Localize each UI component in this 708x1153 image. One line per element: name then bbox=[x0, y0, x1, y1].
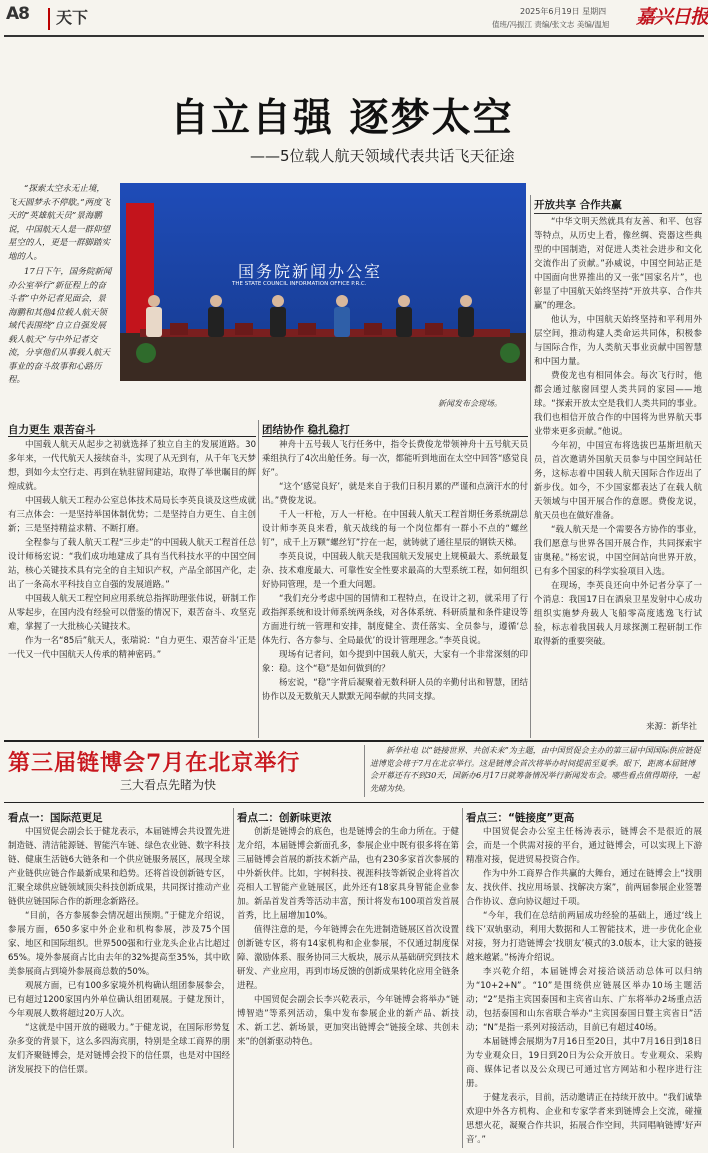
section-rule bbox=[8, 436, 256, 437]
column-divider bbox=[258, 420, 259, 738]
column-divider bbox=[530, 195, 531, 738]
second-lead bbox=[370, 745, 702, 795]
section-rule bbox=[262, 436, 528, 437]
second-headline: 第三届链博会7月在北京举行 bbox=[8, 750, 301, 776]
lead-text: 17日下午，国务院新闻办公室举行“新征程上的奋斗者”中外记者见面会，景海鹏和其他4位载人航天领域代表围绕“自立自强发展载人航天”与中外记者交流，分享他们从事载人航天事业的奋斗故事和心路历程。 bbox=[8, 267, 112, 385]
story-divider bbox=[4, 740, 704, 742]
section-rule bbox=[534, 213, 702, 214]
paragraph: 中国贸促会副会长于健龙表示，本届链博会共设置先进制造链、清洁能源链、智能汽车链、绿色农业链、数字科技链、健康生活链6大链条和一个供应链服务展区，展现全球产业链供应链合作最新成果和趋势。还将首设创新链专区，汇聚全球供应链领域顶尖科技创新成果，共同探讨推动产业链供应链国际合作的新理念新路径。 bbox=[8, 827, 230, 907]
paragraph: “中华文明天然就具有友善、和平、包容等特点，从历史上看，像丝绸、瓷器这些典型的中国制造，对促进人类社会进步和文化交流作出了贡献。”孙威说，中国空间站正是中国面向世界推出的又一张“国家名片”，也彰显了中国航天始终坚持“开放共享、合作共赢”的理念。 bbox=[534, 217, 702, 311]
publication-date: 2025年6月19日 星期四 bbox=[520, 7, 607, 16]
story-rule bbox=[4, 802, 704, 803]
paragraph: 在现场，李英良还向中外记者分享了一个消息：我国17日在酒泉卫星发射中心成功组织实施梦舟载人飞船零高度逃逸飞行试验，标志着我国载人月球探测工程研制工作取得新的重要突破。 bbox=[534, 581, 702, 647]
paragraph: “这个‘感觉良好’，就是来自于我们日积月累的严谨和点滴汗水的付出。”费俊龙说。 bbox=[262, 482, 528, 506]
paragraph: 中国载人航天从起步之初就选择了独立自主的发展道路。30多年来，一代代航天人接续奋斗，实现了从无到有，从千年飞天梦想，到如今太空行走、再到在轨驻留间建站，取得了举世瞩目的辉煌成就。 bbox=[8, 440, 256, 492]
lead-divider bbox=[364, 745, 365, 797]
header-rule bbox=[4, 35, 704, 37]
paragraph: 千人一杆枪，万人一杆枪。在中国载人航天工程首期任务系统副总设计师李英良来看，航天战线的每一个岗位都有一群小不点的“螺丝钉”，成千上万颗“螺丝钉”拧在一起，就铸就了通往星辰的钢铁天梯。 bbox=[262, 510, 528, 548]
paragraph: “今年，我们在总结前两届成功经验的基础上，通过‘线上线下’双轨驱动，利用大数据和人工智能技术，进一步优化企业对接，努力打造链博会‘找朋友’模式的3.0版本，让大家的链接越来越紧。”杨涛介绍说。 bbox=[466, 911, 702, 963]
section-heading: 团结协作 稳扎稳打 bbox=[262, 424, 350, 436]
newspaper-logo: 嘉兴日报 bbox=[636, 6, 708, 28]
paragraph: 李兴乾介绍，本届链博会对接洽谈活动总体可以归纳为“10+2+N”。“10”是围绕供应链展区举办10场主题活动；“2”是指主宾国泰国和主宾省山东、广东将举办2场重点活动，包括泰国和山东省联合举办“主宾国泰国日暨主宾省日”活动；“N”是指一系列对接活动，目前已有超过40场。 bbox=[466, 967, 702, 1033]
section-body bbox=[237, 825, 459, 1147]
section-body bbox=[8, 825, 230, 1147]
photo-caption: 新闻发布会现场。 bbox=[438, 399, 502, 408]
backdrop-title: 国务院新闻办公室 bbox=[238, 262, 383, 281]
paragraph: 李英良说，中国载人航天是我国航天发展史上规模最大、系统最复杂、技术难度最大、可靠性安全性要求最高的大型系统工程，如何组织好协同管理，是一个重大问题。 bbox=[262, 552, 528, 590]
paragraph: “载人航天是一个需要各方协作的事业，我们愿意与世界各国开展合作，共同探索宇宙奥秘。”杨宏说，中国空间站向世界开放，已有多个国家的科学实验项目入选。 bbox=[534, 525, 702, 577]
lead-text: “探索太空永无止境，飞天圆梦永不停歇。”两度飞天的“英雄航天员”景海鹏说，中国航天人是一群仰望星空的人，更是一群脚踏实地的人。 bbox=[8, 184, 111, 262]
section-body bbox=[8, 438, 256, 736]
column-divider bbox=[462, 808, 463, 1148]
paragraph: “目前，各方参展参会情况超出预期。”于健龙介绍说，参展方面，650多家中外企业和机构参展，涉及75个国家、地区和国际组织。世界500强和行业龙头企业占比超过65%。境外参展商占比由去年的32%提高至35%，其中欧美参展商占到境外参展商总数的50%。 bbox=[8, 911, 230, 977]
press-conference-photo bbox=[120, 183, 526, 381]
paragraph: 费俊龙也有相同体会。每次飞行时，他都会通过舷窗回望人类共同的家园——地球。“探索开放太空是我们人类共同的事业。我们也相信开放合作的中国将为世界航天事业带来更多贡献。”他说。 bbox=[534, 371, 702, 437]
section-body bbox=[466, 825, 702, 1147]
paragraph: 现场有记者问，如今提到中国载人航天，大家有一个非常深刻的印象：稳。这个“稳”是如何做到的？ bbox=[262, 650, 528, 674]
paragraph: 他认为，中国航天始终坚持和平利用外层空间，推动构建人类命运共同体，积极参与国际合作，为人类航天事业贡献中国智慧和中国力量。 bbox=[534, 315, 702, 367]
paragraph: “我们充分考虑中国的国情和工程特点，在设计之初，就采用了行政指挥系统和设计师系统两条线，对各体系统、科研质量和条件建设等方面进行统一管理和安排，制度健全、责任落实、全员参与，遵循‘总体先行、各方参与、全局最优’的设计管理理念。”李英良说。 bbox=[262, 594, 528, 646]
paragraph: 作为中外工商界合作共赢的大舞台，通过在链博会上“找朋友、找伙伴、找应用场景、找解决方案”，前两届参展企业签署合作协议、意向协议超过千项。 bbox=[466, 869, 702, 907]
paragraph: 中国载人航天工程空间应用系统总指挥助理张伟说，研制工作从零起步，在国内没有经验可以借鉴的情况下，艰苦奋斗、攻坚克难，掌握了一大批核心关键技术。 bbox=[8, 594, 256, 632]
lead-paragraph bbox=[8, 183, 113, 390]
paragraph: 今年初，中国宣布将选拔巴基斯坦航天员，首次邀请外国航天员参与中国空间站任务，这标志着中国载人航天国际合作迈出了新步伐。如今，不少国家都表达了在载人航天领域与中国开展合作的意愿。费俊龙说，航天员也在做好准备。 bbox=[534, 441, 702, 521]
paragraph: 杨宏说，“稳”字背后凝聚着无数科研人员的辛勤付出和智慧，团结协作以及无数航天人默默无闻奉献的共同支撑。 bbox=[262, 678, 528, 702]
section-body bbox=[534, 215, 702, 720]
paragraph: 作为一名“85后”航天人，张瑞说：“自力更生、艰苦奋斗’正是一代又一代中国航天人传承的精神密码。” bbox=[8, 636, 256, 660]
header-divider bbox=[48, 8, 50, 30]
paragraph: “这就是中国开放的磁吸力。”于健龙说，在国际形势复杂多变的背景下，这么多四海宾朋，特别是全球工商界的朋友们齐聚链博会，是对链博会投下的信任票，也是对中国经济发展投下的信任票。 bbox=[8, 1023, 230, 1075]
paragraph: 中国贸促会副会长李兴乾表示，今年链博会将举办“链博智造”等系列活动，集中发布参展企业的新产品、新技术、新工艺、新场景，更加突出链博会“链接全球、共创未来”的创新驱动特色。 bbox=[237, 995, 459, 1047]
paragraph: 值得注意的是，今年链博会在先进制造链展区首次设置创新链专区，将有14家机构和企业参展，不仅通过制度保障、激励体系、服务协同三大板块，展示从基础研究到技术研发、产业应用，再到市场反馈的创新成果转化应用全链条进程。 bbox=[237, 925, 459, 991]
page-number: A8 bbox=[6, 4, 29, 24]
article-source: 来源：新华社 bbox=[646, 722, 698, 732]
paragraph: 本届链博会展期为7月16日至20日，其中7月16日到18日为专业观众日，19日到20日为公众开放日。专业观众、采购商、媒体记者以及公众现已可通过官方网站和小程序进行注册。 bbox=[466, 1037, 702, 1089]
paragraph: 创新是链博会的底色，也是链博会的生命力所在。于健龙介绍，本届链博会新面孔多，参展企业中既有很多将在第三届链博会首展的新技术新产品，也有230多家首次参展的中外新伙伴。比如，宇树科技、视涯科技等新锐企业将首次亮相人工智能产业链展区，此外还有18家具身智能企业参加。新品首发首秀等活动丰富，预计将发布100项首发首展首秀，比上届增加10%。 bbox=[237, 827, 459, 921]
lead-text: 新华社电 以“链接世界、共创未来”为主题，由中国贸促会主办的第三届中国国际供应链促进博览会将于7月在北京举行。这是链博会首次将举办时间提前至夏季。眼下，距离本届链博会开幕还有不到30天，国新办6月17日就筹备情况举行新闻发布会。哪些看点值得期待，一起先睹为快。 bbox=[370, 746, 701, 793]
backdrop-subtitle: THE STATE COUNCIL INFORMATION OFFICE P.R.C. bbox=[232, 281, 367, 287]
section-name: 天下 bbox=[56, 8, 89, 27]
second-subheadline: 三大看点先睹为快 bbox=[120, 778, 217, 792]
editors-line: 值班/冯振江 责编/张文志 美编/温旭 bbox=[492, 20, 610, 29]
main-subheadline: ——5位载人航天领域代表共话飞天征途 bbox=[250, 147, 515, 165]
paragraph: 观展方面，已有100多家境外机构确认组团参展参会，已有超过1200家国内外单位确认组团观展。于健龙预计，今年观展人数将超过20万人次。 bbox=[8, 981, 230, 1019]
section-heading: 开放共享 合作共赢 bbox=[534, 199, 622, 211]
paragraph: 全程参与了载人航天工程“三步走”的中国载人航天工程首任总设计师杨宏说：“我们成功地建成了具有当代科技水平的中国空间站，核心关键技术具有完全的自主知识产权，产品全部国产化，走出了一条高水平科技自立自强的发展道路。” bbox=[8, 538, 256, 590]
section-heading: 看点三：“链接度”更高 bbox=[466, 812, 575, 824]
section-body bbox=[262, 438, 528, 736]
main-headline: 自立自强 逐梦太空 bbox=[170, 95, 514, 141]
section-heading: 看点二：创新味更浓 bbox=[237, 812, 332, 824]
column-divider bbox=[233, 808, 234, 1148]
section-heading: 看点一：国际范更足 bbox=[8, 812, 103, 824]
paragraph: 中国贸促会办公室主任杨涛表示，链博会不是很近的展会，而是一个供需对接的平台，通过链博会，可以实现上下游精准对接，促进贸易投资合作。 bbox=[466, 827, 702, 865]
paragraph: 中国载人航天工程办公室总体技术局局长李英良谈及这些成就有三点体会：一是坚持举国体制优势；二是坚持自力更生、自主创新；三是坚持精益求精、不断打磨。 bbox=[8, 496, 256, 534]
section-heading: 自力更生 艰苦奋斗 bbox=[8, 424, 96, 436]
paragraph: 于健龙表示，目前，活动邀请正在持续开放中。“我们诚挚欢迎中外各方机构、企业和专家学者来到链博会上交流，碰撞思想火花，凝聚合作共识，拓展合作空间，共同唱响链博‘好声音’。” bbox=[466, 1093, 702, 1145]
paragraph: 神舟十五号载人飞行任务中，指令长费俊龙带领神舟十五号航天员乘组执行了4次出舱任务。每一次，都能听到地面在太空中回答“感觉良好”。 bbox=[262, 440, 528, 478]
